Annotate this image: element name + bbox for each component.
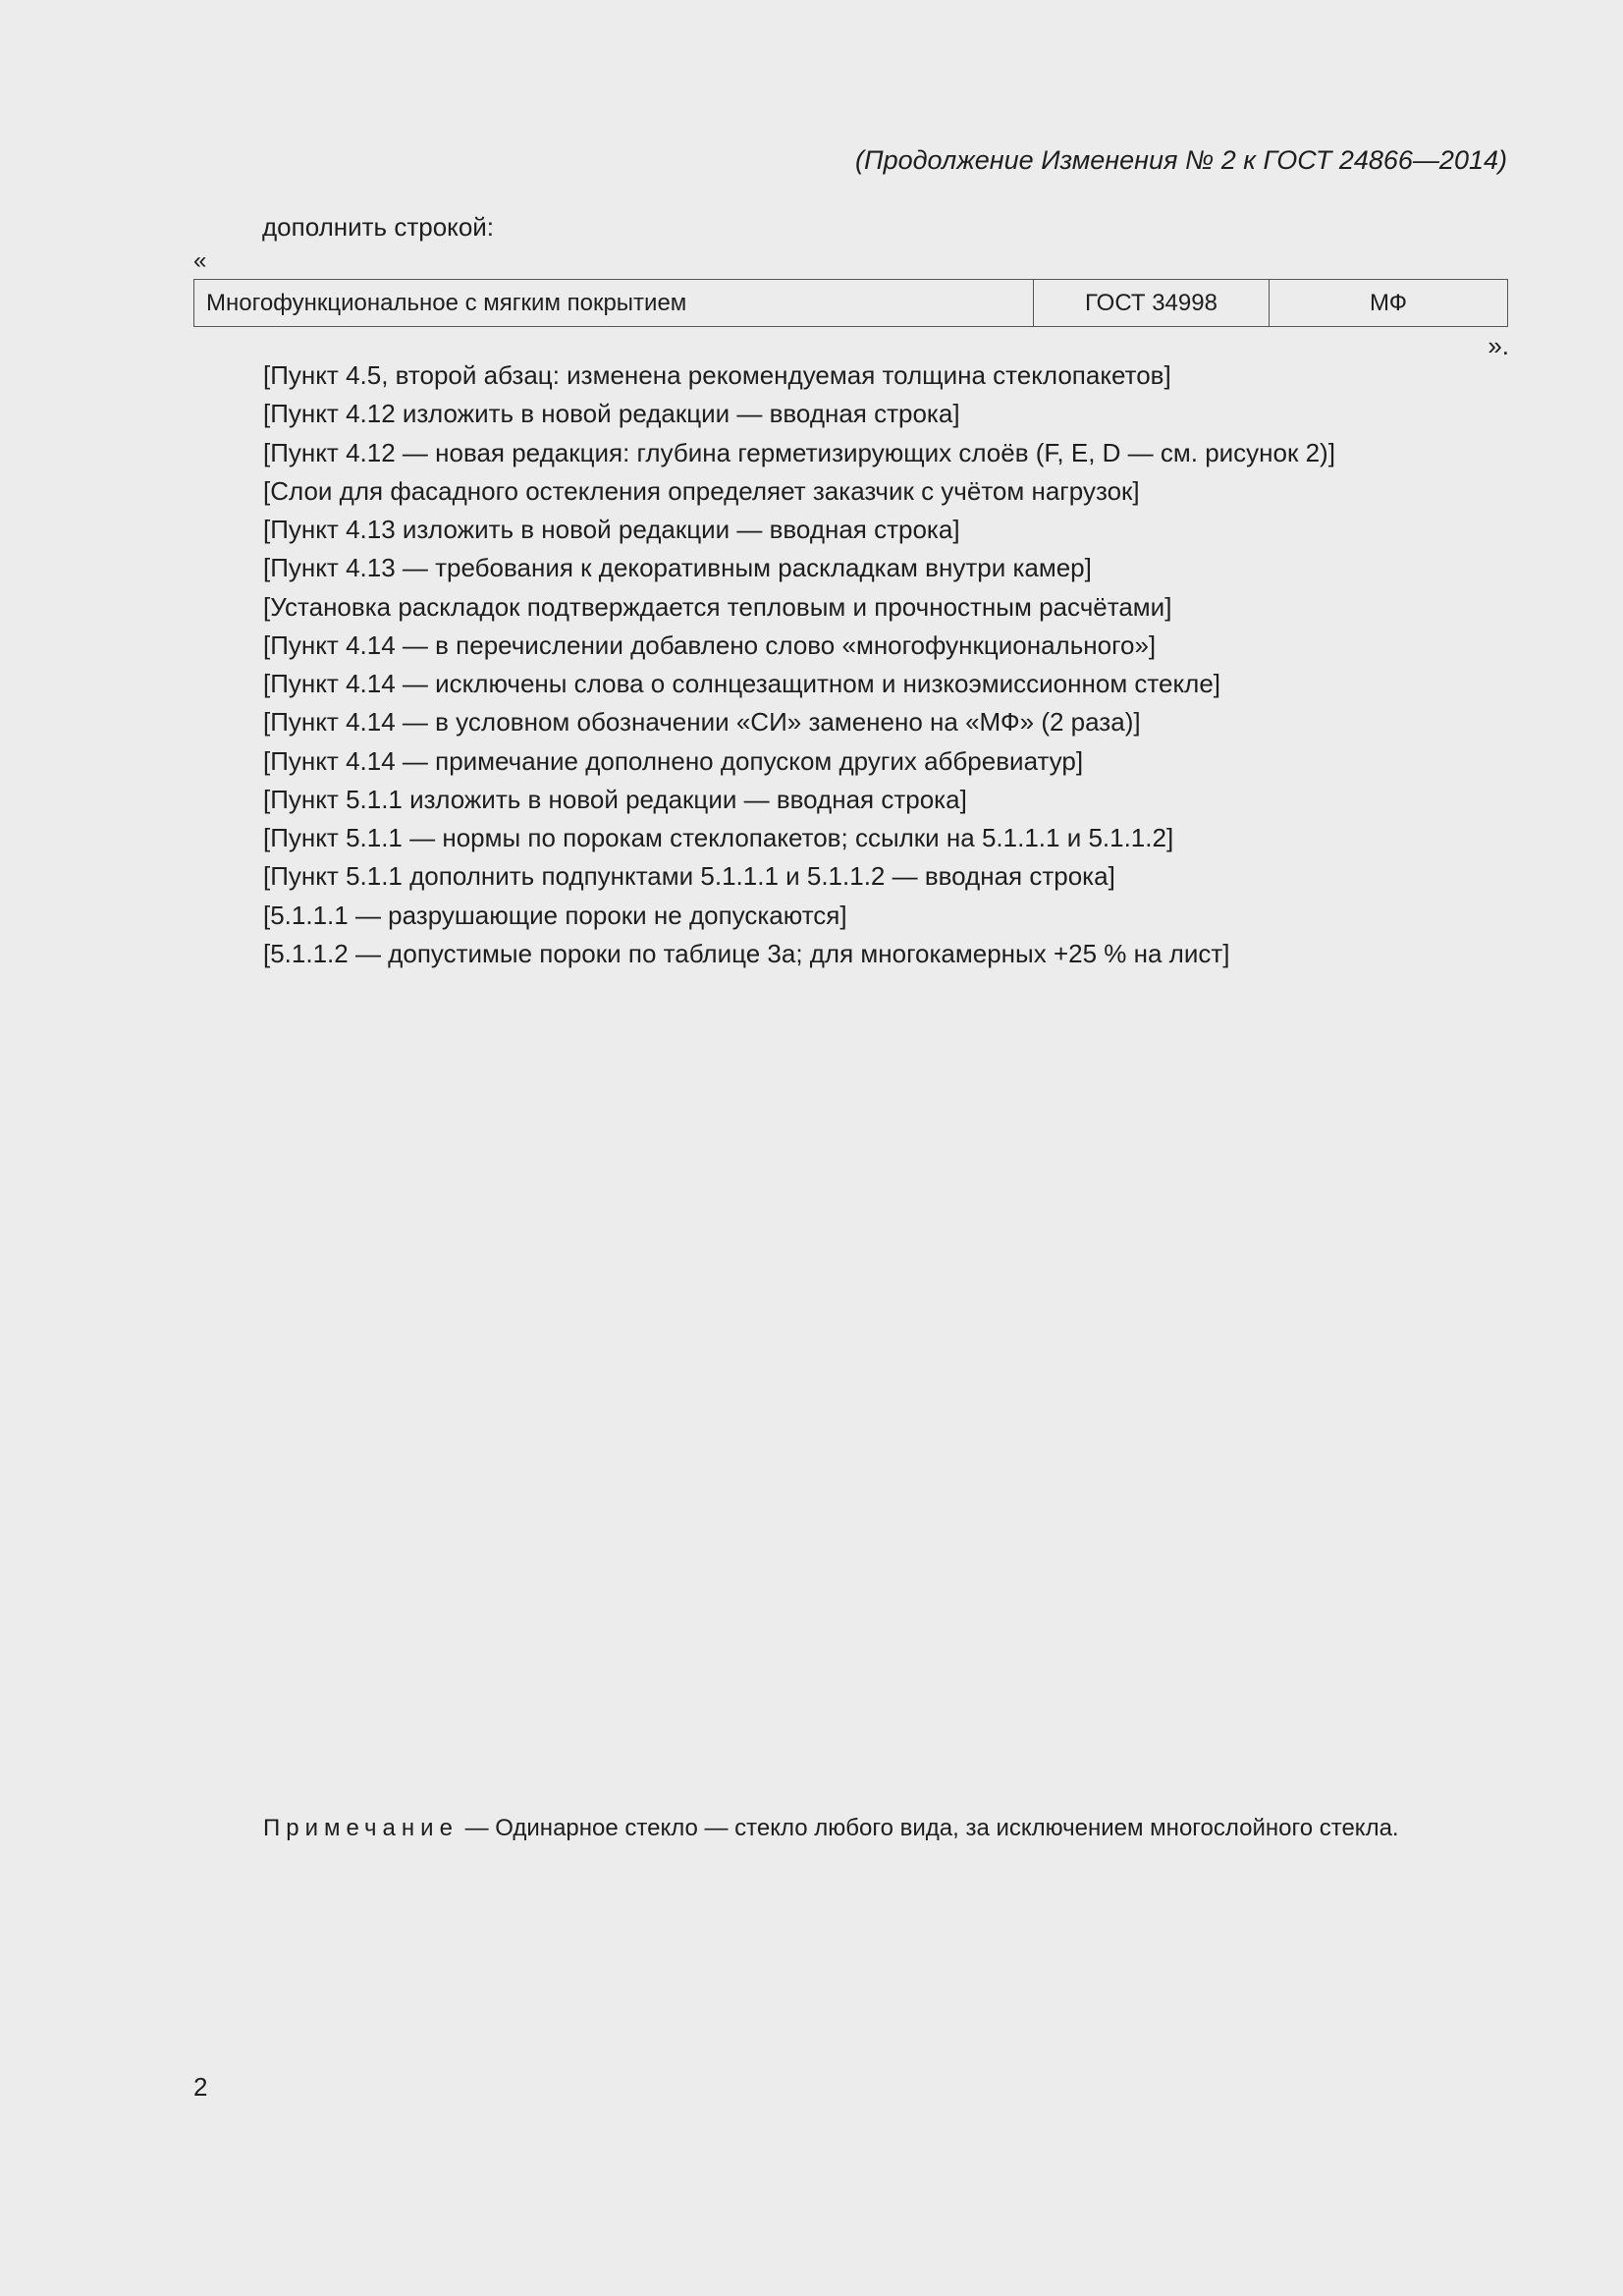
note-label: Примечание (263, 1815, 459, 1841)
paragraph: [Пункт 4.14 — примечание дополнено допуском других аббревиатур] (263, 745, 1084, 776)
paragraph: [Пункт 4.13 изложить в новой редакции — вводная строка] (263, 515, 960, 545)
paragraph: [Пункт 4.5, второй абзац: изменена рекомендуемая толщина стеклопакетов] (263, 360, 1171, 390)
closing-quote: ». (1488, 331, 1509, 360)
paragraph: [Пункт 4.13 — требования к декоративным раскладкам внутри камер] (263, 553, 1092, 583)
footnote (263, 1815, 1508, 1842)
table-cell-abbr: МФ (1270, 280, 1508, 327)
paragraph: [5.1.1.1 — разрушающие пороки не допускаются] (263, 900, 847, 930)
paragraph: [Установка раскладок подтверждается тепловым и прочностным расчётами] (263, 591, 1172, 622)
note-text: — Одинарное стекло — стекло любого вида, за исключением многослойного стекла. (458, 1815, 1399, 1841)
paragraph: [Пункт 5.1.1 — нормы по порокам стеклопакетов; ссылки на 5.1.1.1 и 5.1.1.2] (263, 823, 1174, 853)
table-cell-name: Многофункциональное с мягким покрытием (194, 280, 1034, 327)
intro-line: дополнить строкой: (262, 212, 495, 242)
table-row (194, 280, 1508, 327)
page-number: 2 (193, 2072, 208, 2102)
inserted-row-table (193, 279, 1508, 327)
table-cell-standard: ГОСТ 34998 (1034, 280, 1270, 327)
paragraph: [Пункт 4.14 — в перечислении добавлено слово «многофункционального»] (263, 629, 1157, 660)
paragraph: [Пункт 4.12 — новая редакция: глубина герметизирующих слоёв (F, E, D — см. рисунок 2)] (263, 437, 1335, 467)
paragraph: [Пункт 4.12 изложить в новой редакции — вводная строка] (263, 399, 960, 429)
paragraph: [Слои для фасадного остекления определяет заказчик с учётом нагрузок] (263, 475, 1140, 506)
paragraph: [Пункт 4.14 — в условном обозначении «СИ» заменено на «МФ» (2 раза)] (263, 707, 1141, 738)
paragraph: [Пункт 4.14 — исключены слова о солнцезащитном и низкоэмиссионном стекле] (263, 669, 1221, 699)
opening-quote: « (193, 247, 207, 274)
paragraph: [5.1.1.2 — допустимые пороки по таблице 3а; для многокамерных +25 % на лист] (263, 938, 1230, 968)
paragraph: [Пункт 5.1.1 дополнить подпунктами 5.1.1.1 и 5.1.1.2 — вводная строка] (263, 861, 1115, 892)
document-body (193, 359, 1508, 976)
page-header: (Продолжение Изменения № 2 к ГОСТ 24866—2014) (855, 145, 1507, 175)
paragraph: [Пункт 5.1.1 изложить в новой редакции — вводная строка] (263, 784, 967, 814)
